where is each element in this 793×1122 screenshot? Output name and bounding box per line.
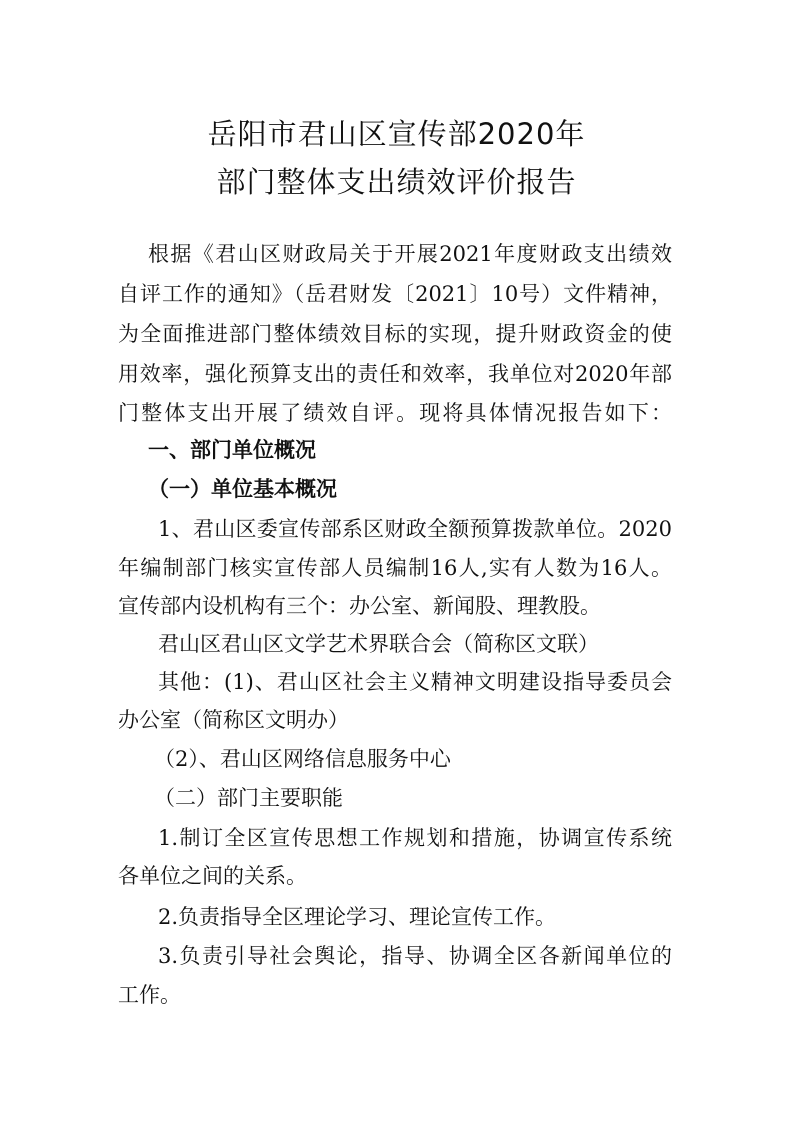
paragraph-line: 宣传部内设机构有三个：办公室、新闻股、理教股。 bbox=[118, 594, 601, 618]
paragraph-line: 年编制部门核实宣传部人员编制16人,实有人数为16人。 bbox=[118, 556, 672, 580]
paragraph-line: 为全面推进部门整体绩效目标的实现，提升财政资金的使 bbox=[118, 322, 672, 346]
paragraph-line: 3.负责引导社会舆论，指导、协调全区各新闻单位的 bbox=[158, 944, 672, 968]
paragraph-line: 1、君山区委宣传部系区财政全额预算拨款单位。2020 bbox=[158, 517, 672, 541]
report-title-line-2: 部门整体支出绩效评价报告 bbox=[216, 165, 577, 199]
paragraph-line: 办公室（简称区文明办） bbox=[118, 708, 349, 732]
paragraph-line: 用效率，强化预算支出的责任和效率，我单位对2020年部 bbox=[118, 362, 672, 386]
paragraph-line: 门整体支出开展了绩效自评。现将具体情况报告如下： bbox=[118, 401, 672, 425]
paragraph-line: 君山区君山区文学艺术界联合会（简称区文联） bbox=[158, 632, 599, 656]
paragraph-line: 1.制订全区宣传思想工作规划和措施，协调宣传系统 bbox=[158, 826, 672, 850]
paragraph-line: 其他：(1)、君山区社会主义精神文明建设指导委员会 bbox=[158, 670, 672, 694]
paragraph-line: （二）部门主要职能 bbox=[154, 786, 343, 810]
paragraph-line: 自评工作的通知》（岳君财发〔2021〕10号）文件精神， bbox=[118, 282, 672, 306]
paragraph-line: （2）、君山区网络信息服务中心 bbox=[154, 747, 451, 771]
subsection-heading: （一）单位基本概况 bbox=[148, 476, 337, 501]
paragraph-line: 各单位之间的关系。 bbox=[118, 864, 307, 888]
paragraph-line: 2.负责指导全区理论学习、理论宣传工作。 bbox=[158, 905, 557, 929]
paragraph-line: 根据《君山区财政局关于开展2021年度财政支出绩效 bbox=[148, 242, 672, 266]
report-title-line-1: 岳阳市君山区宣传部2020年 bbox=[207, 117, 586, 151]
paragraph-line: 工作。 bbox=[118, 983, 181, 1007]
section-heading: 一、部门单位概况 bbox=[148, 438, 316, 462]
